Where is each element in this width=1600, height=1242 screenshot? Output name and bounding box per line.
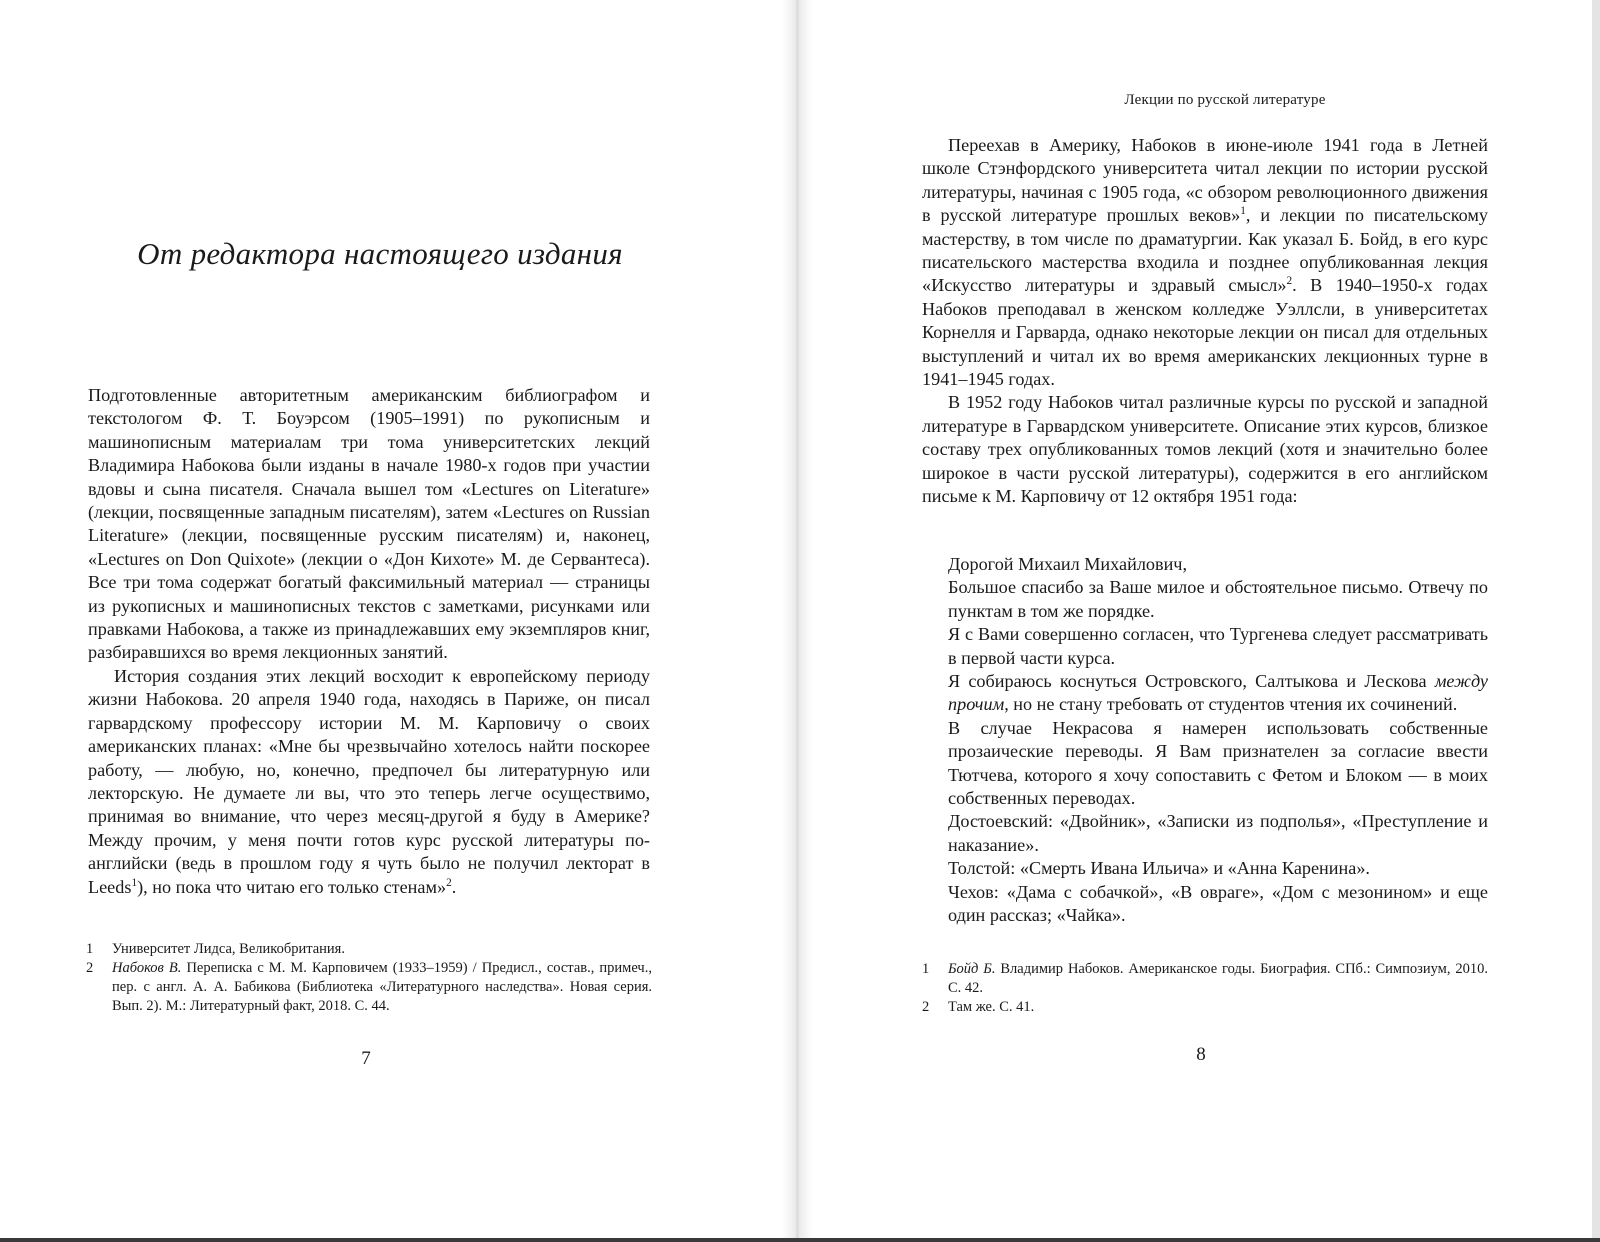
page-number-right: 8 [1196, 1044, 1206, 1065]
footnote-author: Набоков В. [112, 960, 182, 976]
paragraph-1: Подготовленные авторитетным американским библиографом и текстологом Ф. Т. Боуэрсом (1905–1991) по рукописным и машинописным материалам три тома университетских лекций Владимира Набокова были изданы в начале 1980-х годов при участии вдовы и сына писателя. Сначала вышел том «Lectures on Literature» (лекции, посвященные западным писателям), затем «Lectures on Russian Literature» (лекции, посвященные русским писателям) и, наконец, «Lectures on Don Quixote» (лекции о «Дон Кихоте» М. де Сервантеса). Все три тома содержат богатый факсимильный материал — страницы из рукописных и машинописных текстов с заметками, рисунками или правками Набокова, а также из принадлежавших ему экземпляров книг, разбиравшихся во время лекционных занятий. [88, 385, 650, 663]
quoted-letter [948, 553, 1488, 928]
chapter-title: От редактора настоящего издания [137, 236, 623, 271]
book-gutter [782, 0, 812, 1242]
paragraph-4: В 1952 году Набоков читал различные курсы по русской и западной литературе в Гарвардском университете. Описание этих курсов, близкое составу трех опубликованных томов лекций (хотя и значительно более широкое в части русской литературы), содержится в его английском письме к М. Карповичу от 12 октября 1951 года: [922, 392, 1488, 507]
footnote-text: Владимир Набоков. Американское годы. Биография. СПб.: Симпозиум, 2010. С. 42. [948, 961, 1488, 996]
letter-line: Я собираюсь коснуться Островского, Салтыкова и Лескова между прочим, но не стану требовать от студентов чтения их сочинений. [948, 671, 1488, 715]
left-footnotes [86, 940, 652, 1016]
letter-line: В случае Некрасова я намерен использовать собственные прозаические переводы. Я Вам признателен за согласие ввести Тютчева, которого я хочу сопоставить с Фетом и Блоком — в моих собственных переводах. [948, 717, 1488, 809]
bottom-border [0, 1238, 1600, 1242]
footnote-text: Переписка с М. М. Карповичем (1933–1959) / Предисл., состав., примеч., пер. с англ. А. А. Бабикова (Библиотека «Литературного наследства». Новая серия. Вып. 2). М.: Литературный факт, 2018. С. 44. [112, 960, 652, 1014]
footnote-ref-1[interactable]: 1 [131, 876, 138, 889]
right-footnotes [922, 960, 1488, 1017]
page-edge [1592, 0, 1600, 1242]
paragraph-2: История создания этих лекций восходит к европейскому периоду жизни Набокова. 20 апреля 1940 года, находясь в Париже, он писал гарвардскому профессору истории М. М. Карповичу о своих американских планах: «Мне бы чрезвычайно хотелось найти поскорее работу, — любую, но, конечно, предпочел бы литературную или лекторскую. Не думаете ли вы, что это теперь легче осуществимо, принимая во внимание, что через месяц-другой я буду в Америке? Между прочим, у меня почти готов курс русской литературы по-английски (ведь в прошлом году я чуть было не получил лекторат в Leeds$^1$), но пока что читаю его только стенам»$^2$. [88, 665, 650, 897]
page-number-left: 7 [361, 1048, 371, 1069]
footnote-number: 2 [922, 999, 930, 1015]
footnote-number: 1 [86, 941, 94, 957]
footnote-2 [86, 959, 652, 1016]
letter-line: Я с Вами совершенно согласен, что Тургенева следует рассматривать в первой части курса. [948, 624, 1488, 668]
letter-greeting: Дорогой Михаил Михайлович, [948, 554, 1188, 574]
footnote-author: Бойд Б. [948, 961, 996, 977]
footnote-1 [86, 940, 652, 959]
letter-line: Большое спасибо за Ваше милое и обстоятельное письмо. Отвечу по пунктам в том же порядке. [948, 577, 1488, 621]
running-head: Лекции по русской литературе [1124, 92, 1326, 108]
letter-line: Толстой: «Смерть Ивана Ильича» и «Анна Каренина». [948, 858, 1370, 879]
letter-line: Достоевский: «Двойник», «Записки из подполья», «Преступление и наказание». [948, 811, 1488, 855]
paragraph-3: Переехав в Америку, Набоков в июне-июле 1941 года в Летней школе Стэнфордского университета читал лекции по истории русской литературы, начиная с 1905 года, «с обзором революционного движения в русской литературе прошлых веков»$^1$, и лекции по писательскому мастерству, в том числе по драматургии. Как указал Б. Бойд, в его курс писательского мастерства входила и позднее опубликованная лекция «Искусство литературы и здравый смысл»$^2$. В 1940–1950-х годах Набоков преподавал в женском колледже Уэллсли, в университетах Корнелля и Гарварда, однако некоторые лекции он писал для отдельных выступлений и читал их во время американских лекционных турне в 1941–1945 годах. [922, 135, 1489, 390]
letter-line: Чехов: «Дама с собачкой», «В овраге», «Дом с мезонином» и еще один рассказ; «Чайка». [948, 881, 1488, 926]
footnote-ref-2[interactable]: 2 [446, 876, 452, 889]
footnote-text: Там же. С. 41. [948, 999, 1035, 1015]
right-body-text [922, 134, 1488, 509]
footnote-number: 2 [86, 960, 94, 976]
left-body-text [88, 384, 650, 899]
footnote-text: Университет Лидса, Великобритания. [112, 941, 345, 957]
footnote-2 [922, 998, 1488, 1017]
footnote-1 [922, 960, 1488, 998]
footnote-ref-2[interactable]: 2 [1286, 275, 1293, 288]
footnote-number: 1 [922, 961, 930, 977]
footnote-ref-1[interactable]: 1 [1240, 205, 1246, 218]
